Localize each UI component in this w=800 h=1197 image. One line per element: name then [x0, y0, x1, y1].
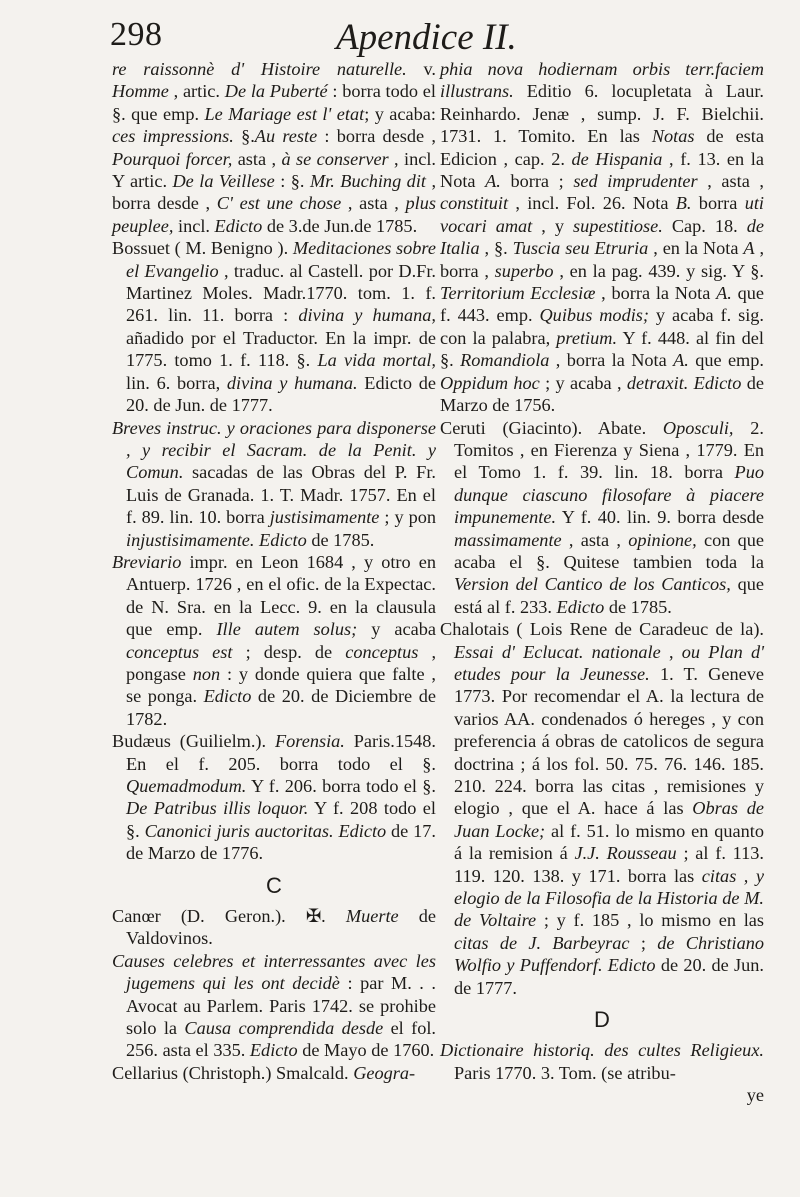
text-span: que f. 443. emp. [440, 283, 764, 326]
italic-text: injustisimamente. Edicto [126, 529, 307, 550]
italic-text: Tuscia seu Etruria [512, 238, 649, 259]
italic-text: plus peuplee, [112, 193, 436, 236]
text-span: Ceruti (Giacinto). Abate. [440, 417, 663, 438]
text-span: Paris.1548. En el f. 205. borra todo el §. [126, 731, 437, 774]
text-span: incl. [173, 215, 215, 236]
italic-text: Notas [651, 126, 695, 147]
text-span: , f. 13. en la Nota [440, 148, 764, 192]
bibliography-entry [112, 237, 436, 416]
text-span: ; y acaba , [539, 372, 627, 393]
italic-text: La vida mortal, [317, 350, 437, 371]
italic-text: Geogra- [353, 1062, 416, 1083]
italic-text: Forensia. [274, 731, 345, 752]
text-span: , borra la Nota [549, 350, 674, 371]
text-span: : par M. . . Avocat au Parlem. Paris 1742. se prohibe solo la [126, 973, 436, 1039]
text-span: Budæus (Guilielm.). [112, 731, 275, 752]
italic-text: non [192, 663, 221, 684]
italic-text: superbo [494, 260, 554, 281]
italic-text: Oposculi, [662, 417, 734, 438]
text-span: añadido por el Traductor. En la impr. de 1775. tomo 1. f. 118. §. [126, 327, 436, 371]
text-span: v. [406, 59, 436, 79]
text-span: , asta , [561, 529, 629, 550]
italic-text: Edicto [249, 1040, 298, 1061]
italic-text: divina y humana, [298, 305, 436, 326]
text-span: de 1785. [604, 596, 672, 617]
text-span: lin. 6. borra, [126, 372, 227, 393]
italic-text: massimamente [454, 529, 562, 550]
running-title: Apendice II. [336, 17, 517, 58]
italic-text: à se conserver [281, 148, 389, 169]
text-span: , pongase [126, 641, 437, 684]
text-span: Y f. 208 todo el §. [126, 798, 436, 841]
text-span: Y f. 448. al fin del §. [440, 327, 764, 371]
italic-text: uti vocari amat [440, 193, 764, 236]
italic-text: sed imprudenter [573, 171, 698, 192]
text-span: de Valdovinos. [126, 906, 437, 949]
text-span: : y donde quiera que falte , se ponga. [126, 663, 436, 707]
bibliography-entry [112, 417, 436, 551]
text-span: con que acaba el §. Quitese tambien toda la [454, 529, 765, 572]
italic-text: J.J. Rousseau [574, 843, 677, 864]
text-span: que emp. [688, 350, 764, 371]
text-span: , artic. [168, 81, 225, 102]
section-letter: D [594, 1007, 610, 1033]
italic-text: justisimamente [269, 507, 380, 528]
italic-text: Obras de Juan Locke; [454, 798, 764, 841]
section-letter: C [266, 872, 282, 898]
text-span: , y [532, 215, 573, 236]
text-span: , §. [479, 238, 513, 259]
text-span: Edicto de 20. de Jun. de 1777. [126, 372, 436, 416]
italic-text: Au reste [254, 126, 318, 147]
text-span: de 3.de Jun.de 1785. [262, 215, 418, 236]
text-span: al f. 51. lo mismo en quanto á la remision á [454, 820, 764, 864]
text-span: y acaba [357, 619, 436, 640]
italic-text: Quemadmodum. [126, 776, 247, 796]
text-span: que está al f. 233. [454, 574, 764, 617]
text-span: , asta , [341, 193, 406, 214]
text-span: : borra desde , [317, 126, 436, 147]
italic-text: Dictionaire historiq. des cultes Religieux. [440, 1040, 764, 1061]
italic-text: B. [675, 193, 692, 214]
catchword: ye [746, 1085, 764, 1106]
bibliography-entry [440, 417, 764, 619]
italic-text: de Italia [440, 215, 764, 259]
text-span: Bossuet ( M. Benigno ). [112, 238, 293, 259]
italic-text: Causa comprendida desde [184, 1018, 384, 1039]
italic-text: de Christiano Wolfio y Puffendorf. Edicto [454, 932, 764, 976]
italic-text: Muerte [345, 906, 399, 927]
italic-text: constituit [440, 193, 509, 214]
bibliography-entry [112, 905, 436, 950]
text-span: , borra , [440, 238, 765, 281]
text-span: Cap. 18. [662, 215, 747, 236]
text-span: de 17. de Marzo de 1776. [126, 820, 437, 864]
text-span: , [660, 641, 682, 662]
text-span: §. [233, 126, 255, 147]
text-span: asta , [232, 148, 282, 169]
italic-text: divina y humana. [226, 372, 358, 393]
italic-text: Ille autem solus; [216, 619, 358, 640]
italic-text: A. [485, 171, 501, 192]
text-span: de Mayo de 1760. [297, 1040, 435, 1061]
italic-text: Oppidum hoc [440, 372, 540, 393]
italic-text: De la Veillese [172, 171, 275, 192]
italic-text: re raissonnè d' Histoire naturelle. [112, 59, 407, 79]
italic-text: pretium. [556, 327, 618, 348]
text-span: , en la Nota [648, 238, 744, 259]
italic-text: detraxit. Edicto [626, 372, 742, 393]
text-span: el fol. 256. asta el 335. [126, 1018, 436, 1061]
text-span: , incl. Y artic. [112, 148, 436, 192]
italic-text: Le Mariage est l' etat [204, 103, 365, 124]
left-column [112, 58, 436, 1084]
italic-text: Homme [112, 81, 169, 102]
italic-text: phia nova hodiernam orbis terr.faciem illustrans. [440, 59, 764, 102]
text-span: sacadas de las Obras del P. Fr. Luis de Granada. 1. T. Madr. 1757. En el f. 89. lin. 10. borra [126, 462, 436, 528]
bibliography-entry [112, 950, 436, 1062]
text-span: ; y pon [379, 507, 436, 528]
page-header [110, 14, 770, 64]
text-span: Paris 1770. 3. Tom. (se atribu- [454, 1062, 676, 1083]
text-span: de 20. de Diciembre de 1782. [126, 686, 436, 729]
text-span: de 1785. [306, 529, 375, 550]
italic-text: Romandiola [460, 350, 550, 371]
text-span: de 20. de Jun. de 1777. [454, 955, 764, 998]
text-span: de Marzo de 1756. [440, 372, 765, 416]
italic-text: ces impressions. [112, 126, 234, 147]
text-span: 2. Tomitos , en Fierenza y Siena , 1779. En el Tomo 1. f. 39. lin. 18. borra [454, 417, 764, 483]
right-column [440, 58, 764, 1107]
text-span: borra [691, 193, 745, 214]
italic-text: Breviario [112, 551, 182, 572]
text-span: y acaba f. sig. con la palabra, [440, 305, 765, 348]
italic-text: C' est une chose [216, 193, 342, 214]
text-span: ; al f. 113. 119. 120. 138. y 171. borra las [454, 843, 764, 886]
italic-text: Territorium Ecclesiæ [440, 283, 596, 304]
italic-text: Essai d' Eclucat. nationale [454, 641, 661, 662]
text-span: 1. T. Geneve 1773. Por recomendar el A. la lectura de varios AA. condenados ó hereges , y con preferencia á obras de catolicos de segura doctrina ; á los fol. 50. 75. 76. 146. 185. 210. 224. borra las citas , remisiones y elogio , que el A. hace á las [454, 663, 764, 819]
text-span: Y f. 40. lin. 9. borra desde [556, 507, 764, 528]
text-span: ; y f. 185 , lo mismo en las [536, 910, 764, 931]
text-span: , traduc. al Castell. por D.Fr. Martinez Moles. Madr.1770. tom. 1. f. 261. lin. 11. borra : [126, 260, 436, 326]
text-span: Cellarius (Christoph.) Smalcald. [112, 1062, 354, 1083]
text-span: Chalotais ( Lois Rene de Caradeuc de la). [440, 619, 764, 640]
italic-text: Causes celebres et interressantes avec les jugemens qui les ont decidè [112, 950, 436, 994]
italic-text: A. [673, 350, 689, 371]
entry-continuation [440, 58, 764, 417]
text-span: , borra desde , [112, 171, 437, 214]
italic-text: De Patribus illis loquor. [126, 798, 309, 819]
text-span: ; [629, 932, 658, 953]
italic-text: de Hispania [571, 148, 663, 169]
italic-text: Version del Cantico de los Canticos, [454, 574, 731, 595]
italic-text: Edicto [214, 215, 263, 236]
italic-text: Mr. Buching dit [309, 171, 426, 192]
italic-text: De la Puberté [224, 81, 328, 102]
italic-text: conceptus [345, 641, 419, 662]
italic-text: Meditaciones sobre el Evangelio [126, 238, 436, 281]
text-span: , incl. Fol. 26. Nota [508, 193, 676, 214]
italic-text: Canonici juris auctoritas. Edicto [144, 820, 387, 841]
bibliography-entry [440, 618, 764, 999]
italic-text: supestitiose. [572, 215, 663, 236]
page-number: 298 [110, 16, 163, 53]
text-span: , en la pag. 439. y sig. Y §. [553, 260, 764, 281]
italic-text: A. [716, 283, 732, 304]
italic-text: Edicto [556, 596, 605, 617]
italic-text: conceptus est [126, 641, 233, 662]
text-span: ; y acaba: [364, 103, 436, 124]
text-span: , asta , [697, 171, 764, 192]
bibliography-entry [112, 730, 436, 864]
text-span: : §. [274, 171, 310, 192]
text-span: borra ; [500, 171, 574, 192]
text-span: ; desp. de [232, 641, 346, 662]
bibliography-entry [440, 1039, 764, 1084]
text-span: Y f. 206. borra todo el §. [246, 776, 436, 796]
text-span: , borra la Nota [595, 283, 717, 304]
italic-text: Breves instruc. y oraciones para disponerse , y recibir el Sacram. de la Penit. y Comun. [112, 417, 436, 483]
text-span: de esta Edicion , cap. 2. [440, 126, 764, 169]
italic-text: citas , y elogio de la Filosofia de la Historia de M. de Voltaire [454, 865, 764, 931]
italic-text: opinione, [628, 529, 697, 550]
italic-text: Puo dunque ciascuno filosofare à piacere impunemente. [454, 462, 764, 528]
text-span: : borra todo el §. que emp. [112, 81, 436, 124]
text-span: Canœr (D. Geron.). ✠. [112, 906, 346, 927]
bibliography-entry [112, 1062, 436, 1084]
bibliography-entry [112, 551, 436, 730]
italic-text: A [743, 238, 755, 259]
italic-text: citas de J. Barbeyrac [454, 932, 630, 953]
italic-text: Quibus modis; [539, 305, 649, 326]
text-span: impr. en Leon 1684 , y otro en Antuerp. 1726 , en el ofic. de la Expectac. de N. Sra. en la Lecc. 9. en la clausula que emp. [126, 551, 436, 640]
text-span: Editio 6. locupletata à Laur. Reinhardo. Jenæ , sump. J. F. Bielchii. 1731. 1. Tomito. En las [440, 81, 764, 147]
italic-text: Pourquoi forcer, [112, 148, 233, 169]
italic-text: ou Plan d' etudes pour la Jeunesse. [454, 641, 765, 684]
italic-text: Edicto [203, 686, 252, 707]
entry-continuation [112, 58, 436, 237]
